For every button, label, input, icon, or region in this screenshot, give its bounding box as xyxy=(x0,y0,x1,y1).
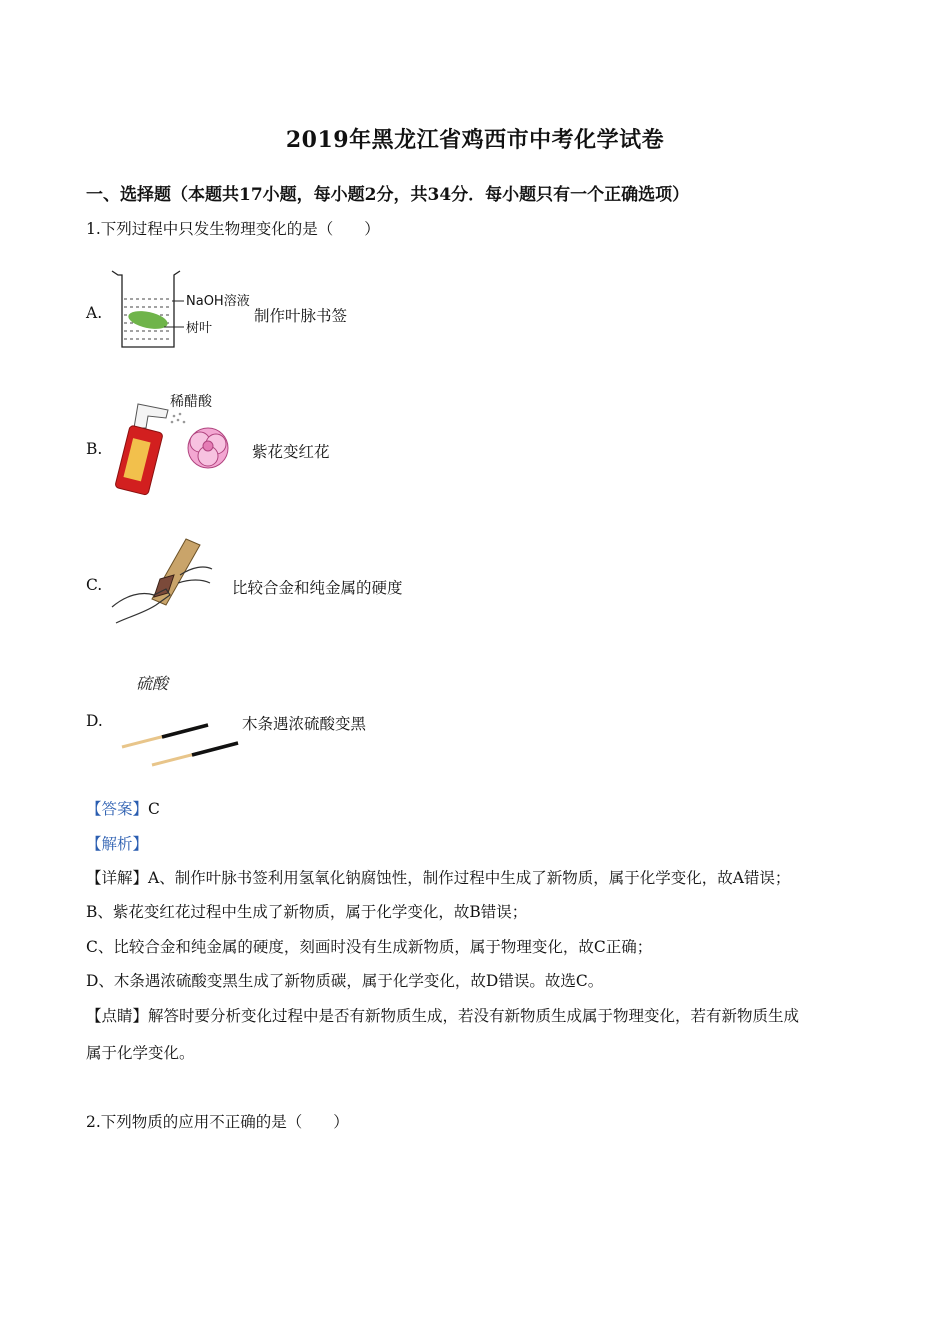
detail-text-1: A、制作叶脉书签利用氢氧化钠腐蚀性，制作过程中生成了新物质，属于化学变化，故A错误； xyxy=(148,869,791,887)
option-c-letter: C. xyxy=(86,576,103,594)
option-b-text: 紫花变红花 xyxy=(252,443,330,461)
answer-tag: 【答案】 xyxy=(86,800,149,818)
page-title: 2019年黑龙江省鸡西市中考化学试卷 xyxy=(285,127,665,153)
comment-tag: 【点睛】 xyxy=(86,1007,149,1025)
naoh-label: NaOH溶液 xyxy=(186,294,250,309)
metal-scratch-figure xyxy=(108,535,218,630)
section-heading: 一、选择题（本题共17小题，每小题2分，共34分．每小题只有一个正确选项） xyxy=(86,185,690,205)
sulfuric-label: 硫酸 xyxy=(136,674,169,693)
option-a-text: 制作叶脉书签 xyxy=(254,307,348,325)
detail-tag: 【详解】 xyxy=(86,869,149,887)
wood-stick-figure xyxy=(112,665,242,775)
answer-line xyxy=(86,797,160,819)
option-d-letter: D. xyxy=(86,712,103,730)
detail-line-3: C、比较合金和纯金属的硬度，刻画时没有生成新物质，属于物理变化，故C正确； xyxy=(86,938,653,956)
acid-label: 稀醋酸 xyxy=(170,394,212,410)
detail-line-2: B、紫花变红花过程中生成了新物质，属于化学变化，故B错误； xyxy=(86,903,528,921)
question-1-stem: 1.下列过程中只发生物理变化的是（ ） xyxy=(86,220,380,238)
detail-line-4: D、木条遇浓硫酸变黑生成了新物质碳，属于化学变化，故D错误。故选C。 xyxy=(86,972,604,990)
comment-line-2: 属于化学变化。 xyxy=(86,1044,195,1062)
analysis-line xyxy=(86,832,148,854)
option-b-letter: B. xyxy=(86,440,103,458)
beaker-figure xyxy=(108,265,256,355)
option-d-text: 木条遇浓硫酸变黑 xyxy=(242,715,367,733)
analysis-tag: 【解析】 xyxy=(86,835,149,853)
option-c-text: 比较合金和纯金属的硬度 xyxy=(232,579,403,597)
comment-line-1 xyxy=(86,1004,799,1026)
detail-line-1 xyxy=(86,866,790,888)
spray-bottle-figure xyxy=(108,390,248,500)
answer-value: C xyxy=(148,800,160,818)
leaf-label: 树叶 xyxy=(186,321,213,336)
option-a-letter: A. xyxy=(86,304,103,322)
question-2-stem: 2.下列物质的应用不正确的是（ ） xyxy=(86,1113,349,1131)
comment-text-1: 解答时要分析变化过程中是否有新物质生成，若没有新物质生成属于物理变化，若有新物质生成 xyxy=(148,1007,800,1025)
